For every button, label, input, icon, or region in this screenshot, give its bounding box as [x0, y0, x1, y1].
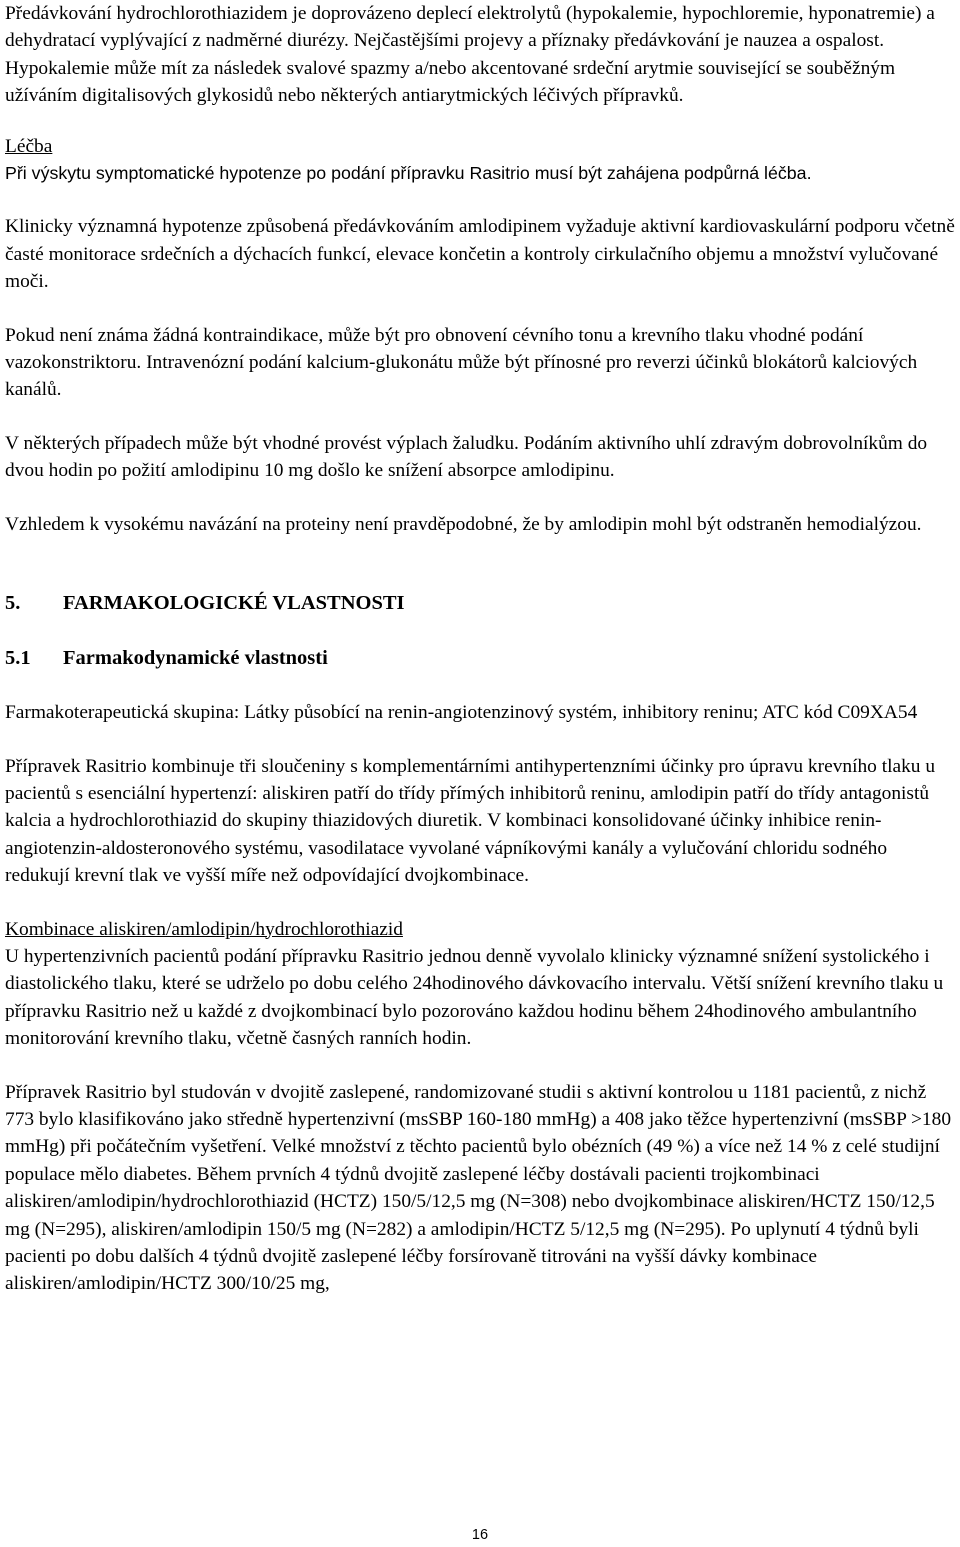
- section-heading-5-1: [5, 645, 955, 672]
- paragraph-treatment: Při výskytu symptomatické hypotenze po podání přípravku Rasitrio musí být zahájena podpůrná léčba.: [5, 163, 812, 184]
- section-number: 5.1: [5, 647, 31, 670]
- document-page: [5, 0, 955, 1298]
- paragraph-atc-group: Farmakoterapeutická skupina: Látky působící na renin-angiotenzinový systém, inhibitory reninu; ATC kód C09XA54: [5, 702, 918, 724]
- paragraph-combination-effect: U hypertenzivních pacientů podání přípravku Rasitrio jednou denně vyvolalo klinicky významné snížení systolického i diastolického tlaku, které se udrželo po dobu celého 24hodinového dávkovacího intervalu. Větší snížení krevního tlaku u přípravku Rasitrio než u každé z dvojkombinací bylo pozorováno každou hodinu během 24hodinového ambulantního monitorování krevního tlaku, včetně časných ranních hodin.: [5, 945, 944, 1050]
- heading-treatment: Léčba: [5, 135, 53, 157]
- heading-combination: Kombinace aliskiren/amlodipin/hydrochlorothiazid: [5, 918, 403, 940]
- section-heading-5: [5, 590, 955, 617]
- paragraph-vasoconstrictor: Pokud není známa žádná kontraindikace, může být pro obnovení cévního tonu a krevního tlaku vhodné podání vazokonstriktoru. Intravenózní podání kalcium-glukonátu může být přínosné pro reverzi účinků blokátorů kalciových kanálů.: [5, 324, 918, 401]
- paragraph-overdose-symptoms: Předávkování hydrochlorothiazidem je doprovázeno deplecí elektrolytů (hypokalemie, hypochloremie, hyponatremie) a dehydratací vyplývající z nadměrné diurézy. Nejčastějšími projevy a příznaky předávkování je nauzea a ospalost. Hypokalemie může mít za následek svalové spazmy a/nebo akcentované srdeční arytmie související se souběžným užíváním digitalisových glykosidů nebo některých antiarytmických léčivých přípravků.: [5, 3, 935, 107]
- section-number: 5.: [5, 592, 21, 615]
- page-number: 16: [471, 1527, 489, 1543]
- paragraph-gastric-lavage: V některých případech může být vhodné provést výplach žaludku. Podáním aktivního uhlí zdravým dobrovolníkům do dvou hodin po požití amlodipinu 10 mg došlo ke snížení absorpce amlodipinu.: [5, 432, 928, 482]
- paragraph-hemodialysis: Vzhledem k vysokému navázání na proteiny není pravděpodobné, že by amlodipin mohl být odstraněn hemodialýzou.: [5, 513, 922, 535]
- paragraph-study-design: Přípravek Rasitrio byl studován v dvojitě zaslepené, randomizované studii s aktivní kontrolou u 1181 pacientů, z nichž 773 bylo klasifikováno jako středně hypertenzivní (msSBP 160-180 mmHg) a 408 jako těžce hypertenzivní (msSBP >180 mmHg) při počátečním vyšetření. Velké množství z těchto pacientů bylo obézních (49 %) a více než 14 % z celé studijní populace mělo diabetes. Během prvních 4 týdnů dvojitě zaslepené léčby dostávali pacienti trojkombinaci aliskiren/amlodipin/hydrochlorothiazid (HCTZ) 150/5/12,5 mg (N=308) nebo dvojkombinace aliskiren/HCTZ 150/12,5 mg (N=295), aliskiren/amlodipin 150/5 mg (N=282) a amlodipin/HCTZ 5/12,5 mg (N=295). Po uplynutí 4 týdnů byli pacienti po dobu dalších 4 týdnů dvojitě zaslepené léčby forsírovaně titrováni na vyšší dávky kombinace aliskiren/amlodipin/HCTZ 300/10/25 mg,: [5, 1081, 952, 1295]
- paragraph-hypotension: Klinicky významná hypotenze způsobená předávkováním amlodipinem vyžaduje aktivní kardiovaskulární podporu včetně časté monitorace srdečních a dýchacích funkcí, elevace končetin a kontroly cirkulačního objemu a množství vylučované moči.: [5, 216, 955, 293]
- section-title: FARMAKOLOGICKÉ VLASTNOSTI: [63, 592, 405, 615]
- paragraph-combination-mechanism: Přípravek Rasitrio kombinuje tři sloučeniny s komplementárními antihypertenzními účinky pro úpravu krevního tlaku u pacientů s esenciální hypertenzí: aliskiren patří do třídy přímých inhibitorů reninu, amlodipin patří do třídy antagonistů kalcia a hydrochlorothiazid do skupiny thiazidových diuretik. V kombinaci konsolidované účinky inhibice renin-angiotenzin-aldosteronového systému, vasodilatace vyvolané vápníkovými kanály a vylučování chloridu sodného redukují krevní tlak ve vyšší míře než odpovídající dvojkombinace.: [5, 755, 936, 887]
- section-title: Farmakodynamické vlastnosti: [63, 647, 328, 670]
